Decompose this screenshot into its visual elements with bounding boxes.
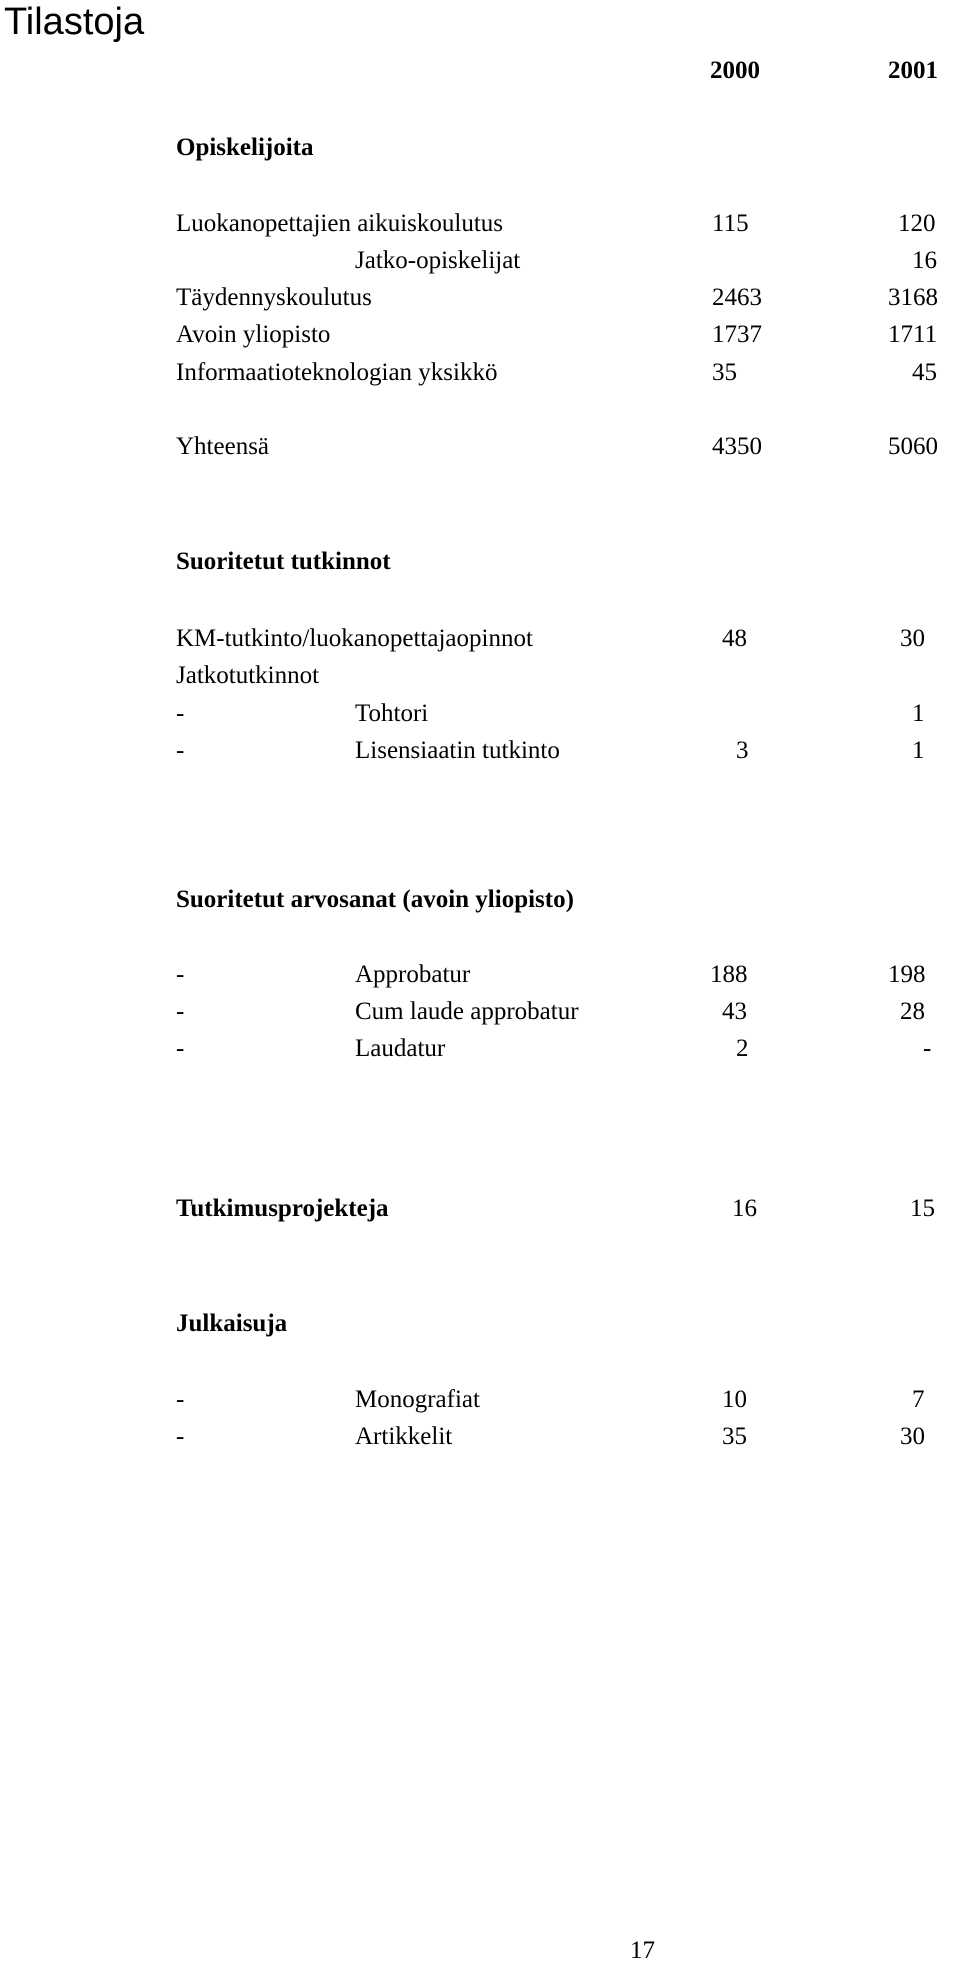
value-2001: 1711 (888, 321, 938, 348)
value-2001: 198 (888, 961, 926, 988)
value-2001: - (923, 1035, 932, 1062)
row-label: Informaatioteknologian yksikkö (176, 359, 498, 386)
value-2000: 3 (736, 737, 749, 764)
row-label: KM-tutkinto/luokanopettajaopinnot (176, 625, 533, 652)
section-heading-opiskelijoita: Opiskelijoita (176, 134, 314, 161)
section-heading-arvosanat: Suoritetut arvosanat (avoin yliopisto) (176, 886, 574, 913)
value-2001: 120 (898, 210, 936, 237)
row-label: Avoin yliopisto (176, 321, 331, 348)
row-label: Cum laude approbatur (355, 998, 579, 1025)
list-dash: - (176, 961, 185, 988)
section-heading-julkaisuja: Julkaisuja (176, 1310, 288, 1337)
value-2000: 35 (722, 1423, 747, 1450)
value-2001: 1 (912, 700, 925, 727)
value-2000: 188 (710, 961, 748, 988)
list-dash: - (176, 1035, 185, 1062)
value-2001: 28 (900, 998, 925, 1025)
row-label: Lisensiaatin tutkinto (355, 737, 560, 764)
list-dash: - (176, 998, 185, 1025)
row-label: Monografiat (355, 1386, 480, 1413)
page-number: 17 (630, 1937, 655, 1964)
value-2001: 45 (912, 359, 937, 386)
section-heading-tutkimusprojekteja: Tutkimusprojekteja (176, 1195, 389, 1222)
value-2001: 7 (912, 1386, 925, 1413)
value-2000: 35 (712, 359, 737, 386)
total-label: Yhteensä (176, 433, 270, 460)
value-2001: 1 (912, 737, 925, 764)
value-2001: 3168 (888, 284, 938, 311)
year-2000-header: 2000 (710, 57, 760, 84)
value-2000: 10 (722, 1386, 747, 1413)
list-dash: - (176, 1423, 185, 1450)
total-2000: 4350 (712, 433, 762, 460)
value-2001: 15 (910, 1195, 935, 1222)
list-dash: - (176, 737, 185, 764)
row-label: Jatkotutkinnot (176, 662, 320, 689)
row-label: Laudatur (355, 1035, 446, 1062)
value-2000: 43 (722, 998, 747, 1025)
value-2001: 16 (912, 247, 937, 274)
row-label: Tohtori (355, 700, 429, 727)
list-dash: - (176, 1386, 185, 1413)
value-2000: 16 (732, 1195, 757, 1222)
value-2000: 115 (712, 210, 749, 237)
value-2000: 1737 (712, 321, 762, 348)
value-2000: 2 (736, 1035, 749, 1062)
value-2000: 2463 (712, 284, 762, 311)
year-2001-header: 2001 (888, 57, 938, 84)
page-title: Tilastoja (4, 1, 145, 43)
row-label: Approbatur (355, 961, 471, 988)
row-label: Jatko-opiskelijat (355, 247, 521, 274)
value-2001: 30 (900, 625, 925, 652)
value-2000: 48 (722, 625, 747, 652)
total-2001: 5060 (888, 433, 938, 460)
row-label: Luokanopettajien aikuiskoulutus (176, 210, 504, 237)
section-heading-tutkinnot: Suoritetut tutkinnot (176, 548, 391, 575)
value-2001: 30 (900, 1423, 925, 1450)
list-dash: - (176, 700, 185, 727)
row-label: Täydennyskoulutus (176, 284, 372, 311)
row-label: Artikkelit (355, 1423, 453, 1450)
